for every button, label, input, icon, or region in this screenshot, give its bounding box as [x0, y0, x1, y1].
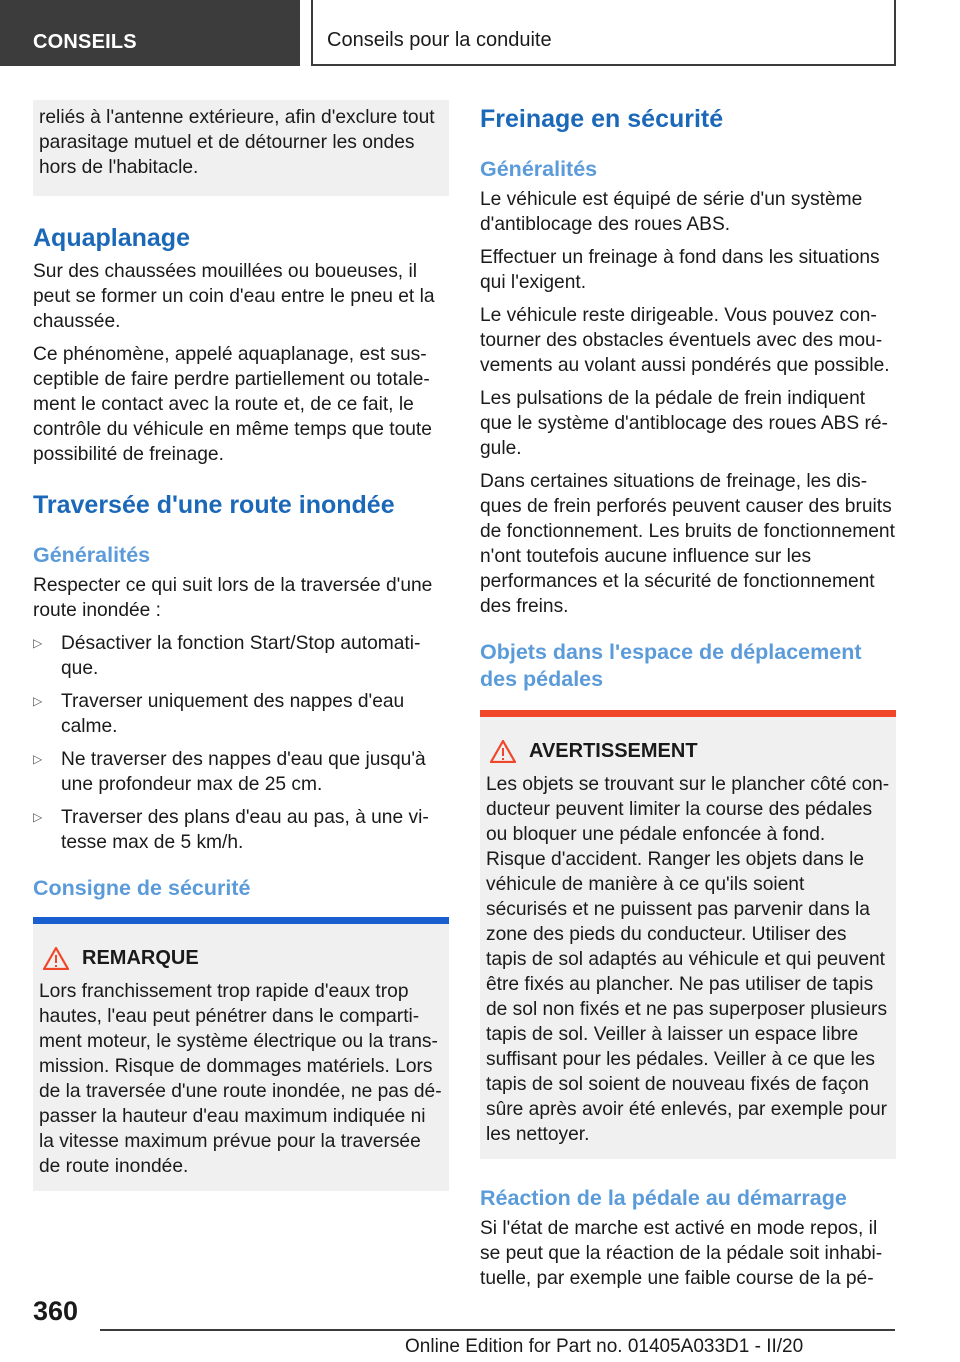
- triangle-bullet-icon: ▷: [33, 810, 43, 824]
- list-item-text: Traverser des plans d'eau au pas, à une vitesse max de 5 km/h.: [61, 807, 429, 853]
- subheading-generalites-right: Généralités: [480, 157, 598, 181]
- warning-text: Les objets se trouvant sur le plancher côté conducteur peuvent limiter la course des pédales ou bloquer une pédale enfoncée à fond. Risque d'accident. Ranger les objets dans le véhicule de manière à ce qu'ils soient sécurisés et ne puissent pas parvenir dans la zone des pieds du conducteur. Utiliser des tapis de sol adaptés au véhicule et qui peuvent être fixés au plancher. Ne pas utiliser de tapis de sol non fixés et ne pas superposer plusieurs tapis de sol. Veiller à laisser un espace libre suffisant pour les pédales. Veiller à ce que les tapis de sol soient de nouveau fixés de façon sûre après avoir été enlevés, par exemple pour les nettoyer.: [486, 774, 890, 1145]
- freinage-p5: Dans certaines situations de freinage, les disques de frein perforés peuvent causer des bruits de fonctionnement. Les bruits de fonctionnement n'ont toutefois aucune influence sur les performances et la sécurité de fonctionnement des freins.: [480, 471, 895, 617]
- reaction-p1: Si l'état de marche est activé en mode repos, il se peut que la réaction de la pédale soit inhabituelle, par exemple une faible course de la pé-: [480, 1218, 883, 1289]
- warning-title: AVERTISSEMENT: [529, 740, 698, 762]
- heading-consigne: Consigne de sécurité: [33, 876, 251, 900]
- notice-text: Lors franchissement trop rapide d'eaux trop hautes, l'eau peut pénétrer dans le compartiment moteur, le système électrique ou la transmission. Risque de dommages matériels. Lors de la traversée d'une route inondée, ne pas dépasser la hauteur d'eau maximum indiquée ni la vitesse maximum prévue pour la traversée de route inondée.: [39, 981, 442, 1177]
- intro-box: [33, 100, 449, 196]
- left-column: [33, 100, 449, 1191]
- warning-bar: [480, 710, 896, 717]
- warning-triangle-icon: [490, 740, 516, 763]
- list-item: [33, 631, 449, 681]
- list-item: [33, 805, 449, 855]
- list-item-text: Traverser uniquement des nappes d'eau calme.: [61, 691, 405, 737]
- footer-edition: Online Edition for Part no. 01405A033D1 - II/20: [405, 1336, 804, 1357]
- page-header: [0, 0, 960, 66]
- freinage-p4: Les pulsations de la pédale de frein indiquent que le système d'antiblocage des roues ABS régule.: [480, 388, 888, 459]
- triangle-bullet-icon: ▷: [33, 636, 43, 650]
- notice-header: [39, 946, 443, 971]
- intro-box-text: reliés à l'antenne extérieure, afin d'exclure tout parasitage mutuel et de détourner les ondes hors de l'habitacle.: [39, 107, 435, 178]
- footer-divider: [100, 1329, 895, 1331]
- triangle-bullet-icon: ▷: [33, 694, 43, 708]
- warning-box: [480, 717, 896, 1159]
- warning-triangle-icon: [43, 947, 69, 970]
- page-number: 360: [33, 1296, 79, 1326]
- traversee-list: [33, 631, 449, 855]
- list-item-text: Ne traverser des nappes d'eau que jusqu'à une profondeur max de 25 cm.: [61, 749, 426, 795]
- chapter-title: Conseils pour la conduite: [311, 0, 896, 66]
- heading-aquaplanage: Aquaplanage: [33, 224, 190, 252]
- notice-title: REMARQUE: [82, 947, 199, 969]
- heading-objets: Objets dans l'espace de déplacement des pédales: [480, 640, 862, 691]
- heading-traversee: Traversée d'une route inondée: [33, 491, 395, 519]
- heading-reaction: Réaction de la pédale au démarrage: [480, 1186, 847, 1210]
- aquaplanage-p1: Sur des chaussées mouillées ou boueuses, il peut se former un coin d'eau entre le pneu et la chaussée.: [33, 261, 435, 332]
- notice-box: [33, 924, 449, 1191]
- aquaplanage-p2: Ce phénomène, appelé aquaplanage, est susceptible de faire perdre partiellement ou totalement le contact avec la route et, de ce fait, le contrôle du véhicule en même temps que toute possibilité de freinage.: [33, 344, 432, 465]
- subheading-generalites-left: Généralités: [33, 543, 151, 567]
- section-tab: CONSEILS: [0, 0, 300, 66]
- right-column: [480, 100, 896, 1299]
- freinage-p1: Le véhicule est équipé de série d'un système d'antiblocage des roues ABS.: [480, 189, 863, 235]
- triangle-bullet-icon: ▷: [33, 752, 43, 766]
- list-item-text: Désactiver la fonction Start/Stop automatique.: [61, 633, 421, 679]
- traversee-intro: Respecter ce qui suit lors de la traversée d'une route inondée :: [33, 575, 433, 621]
- heading-freinage: Freinage en sécurité: [480, 105, 724, 133]
- list-item: [33, 689, 449, 739]
- warning-header: [486, 739, 890, 764]
- freinage-p3: Le véhicule reste dirigeable. Vous pouvez contourner des obstacles éventuels avec des mouvements au volant aussi pondérés que possible.: [480, 305, 890, 376]
- freinage-p2: Effectuer un freinage à fond dans les situations qui l'exigent.: [480, 247, 880, 293]
- list-item: [33, 747, 449, 797]
- notice-bar: [33, 917, 449, 924]
